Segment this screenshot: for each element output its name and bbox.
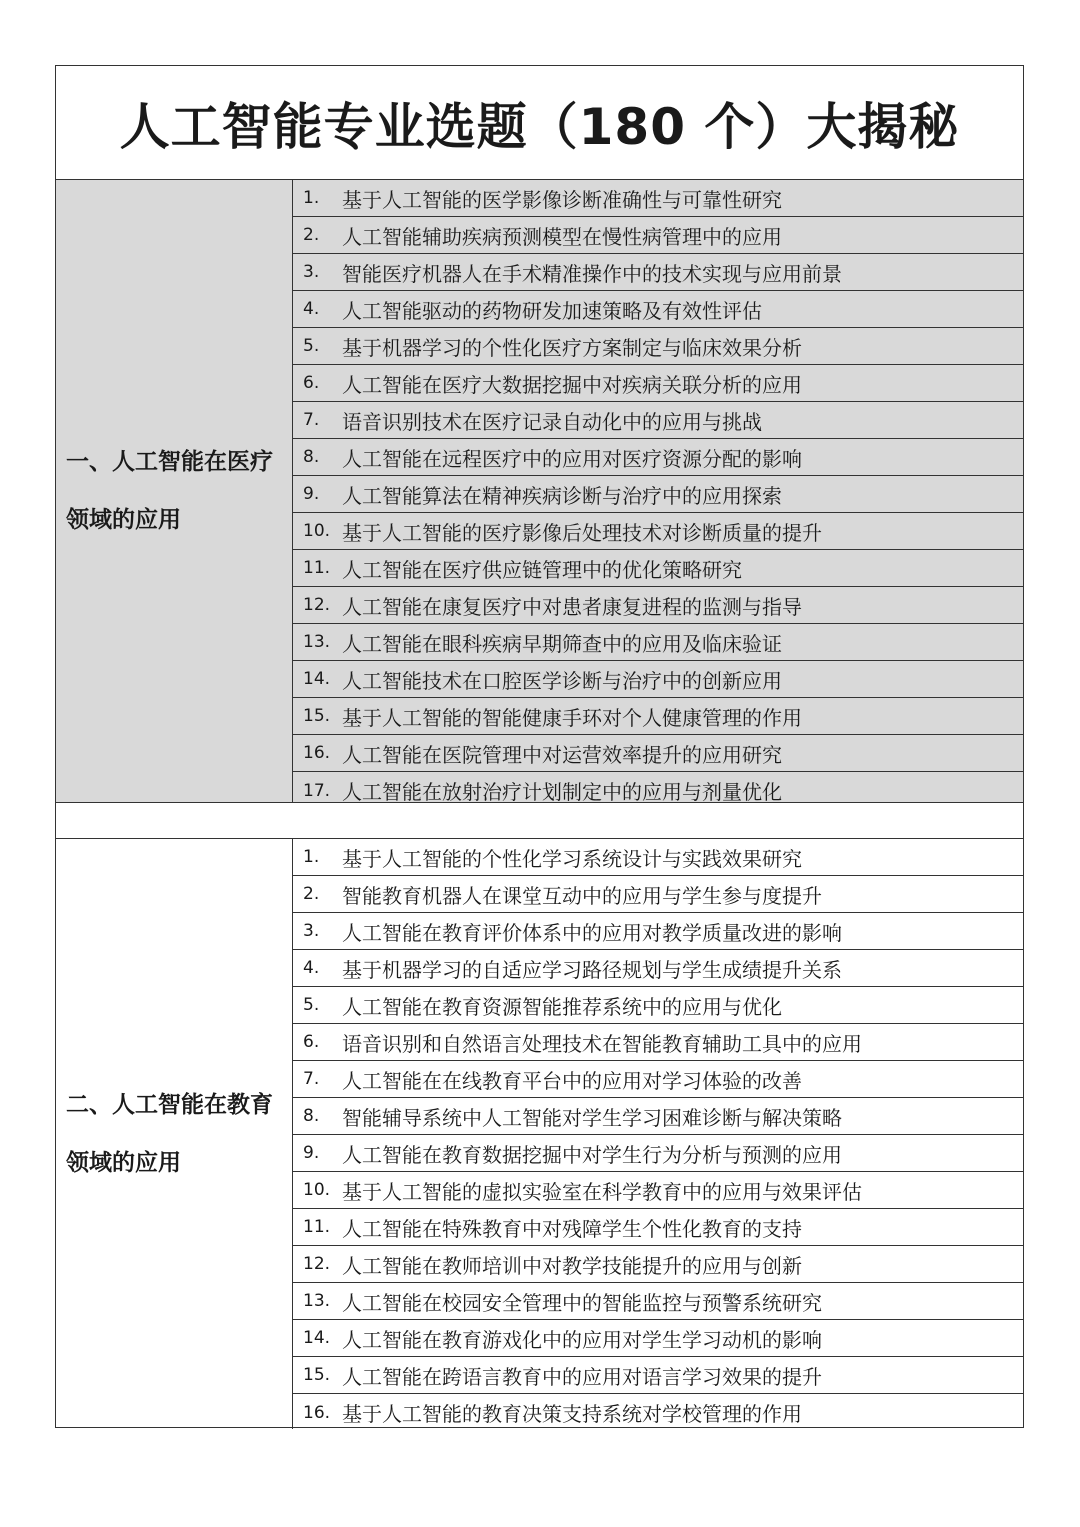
topic-text: 人工智能在教育游戏化中的应用对学生学习动机的影响 [342,1327,822,1352]
topic-row [293,876,1023,913]
topic-text: 人工智能在医院管理中对运营效率提升的应用研究 [342,742,782,767]
topic-number: 7. [303,1069,320,1089]
topic-number: 11. [303,1217,331,1237]
topic-row [293,1357,1023,1394]
topic-row [293,1024,1023,1061]
topic-text: 基于人工智能的教育决策支持系统对学校管理的作用 [342,1402,802,1426]
topic-row [293,913,1023,950]
topic-number: 4. [303,958,320,978]
topic-number: 16. [303,1402,331,1423]
topic-text: 基于人工智能的医疗影像后处理技术对诊断质量的提升 [342,520,822,545]
topic-number: 1. [303,188,320,208]
topic-text: 人工智能在教育资源智能推荐系统中的应用与优化 [342,994,782,1019]
topic-row [293,661,1023,698]
topic-row [293,987,1023,1024]
category-label: 二、人工智能在教育领域的应用 [66,1092,273,1176]
topic-number: 16. [303,743,331,763]
topic-number: 10. [303,521,331,541]
topic-row [293,1098,1023,1135]
topic-text: 基于人工智能的智能健康手环对个人健康管理的作用 [342,705,802,730]
topic-row [293,587,1023,624]
topic-text: 人工智能在放射治疗计划制定中的应用与剂量优化 [342,780,782,804]
topic-number: 14. [303,669,331,689]
topic-row [293,1283,1023,1320]
topic-row [293,180,1023,217]
topic-text: 智能辅导系统中人工智能对学生学习困难诊断与解决策略 [342,1105,842,1130]
topic-text: 人工智能在教育数据挖掘中对学生行为分析与预测的应用 [342,1142,842,1167]
category-cell [56,839,293,1429]
topic-number: 8. [303,447,320,467]
topic-row [293,1061,1023,1098]
topic-number: 6. [303,373,320,393]
topic-table [55,65,1024,1428]
topic-number: 10. [303,1180,331,1200]
topic-number: 14. [303,1328,331,1348]
topic-row [293,328,1023,365]
topic-number: 7. [303,410,320,430]
topic-text: 人工智能在跨语言教育中的应用对语言学习效果的提升 [342,1364,822,1389]
topic-row [293,254,1023,291]
topic-text: 基于机器学习的个性化医疗方案制定与临床效果分析 [342,335,802,360]
topic-number: 6. [303,1032,320,1052]
topic-text: 人工智能算法在精神疾病诊断与治疗中的应用探索 [342,483,782,508]
topic-number: 2. [303,225,320,245]
topic-row [293,1320,1023,1357]
topic-row [293,439,1023,476]
topic-number: 15. [303,706,331,726]
topic-number: 5. [303,995,320,1015]
topic-row [293,291,1023,328]
category-label: 一、人工智能在医疗领域的应用 [66,449,273,533]
topic-row [293,624,1023,661]
topic-row [293,365,1023,402]
topic-text: 人工智能在教育评价体系中的应用对教学质量改进的影响 [342,920,842,945]
topic-number: 9. [303,484,320,504]
topic-text: 基于机器学习的自适应学习路径规划与学生成绩提升关系 [342,957,842,982]
topic-number: 2. [303,884,320,904]
topic-row [293,1394,1023,1431]
topic-text: 智能医疗机器人在手术精准操作中的技术实现与应用前景 [342,261,842,286]
topic-number: 17. [303,780,331,801]
topic-number: 12. [303,1254,331,1274]
topic-text: 人工智能技术在口腔医学诊断与治疗中的创新应用 [342,668,782,693]
topic-text: 人工智能在校园安全管理中的智能监控与预警系统研究 [342,1290,822,1315]
topic-number: 3. [303,921,320,941]
section-education [56,839,1023,1429]
topic-text: 人工智能驱动的药物研发加速策略及有效性评估 [342,298,762,323]
topic-row [293,1246,1023,1283]
topic-text: 人工智能在眼科疾病早期筛查中的应用及临床验证 [342,631,782,656]
section-medical [56,180,1023,802]
topic-number: 8. [303,1106,320,1126]
topic-row [293,1209,1023,1246]
topic-number: 1. [303,847,320,867]
topic-row [293,476,1023,513]
topic-row [293,950,1023,987]
topic-text: 人工智能辅助疾病预测模型在慢性病管理中的应用 [342,224,782,249]
topic-row [293,1135,1023,1172]
topic-text: 人工智能在教师培训中对教学技能提升的应用与创新 [342,1253,802,1278]
topic-row [293,513,1023,550]
topic-text: 人工智能在医疗供应链管理中的优化策略研究 [342,557,742,582]
topic-text: 人工智能在远程医疗中的应用对医疗资源分配的影响 [342,446,802,471]
spacer-row [56,802,1023,839]
topic-number: 9. [303,1143,320,1163]
topic-row [293,839,1023,876]
topic-text: 人工智能在在线教育平台中的应用对学习体验的改善 [342,1068,802,1093]
topic-list [293,180,1023,802]
topic-number: 13. [303,1291,331,1311]
topic-text: 基于人工智能的个性化学习系统设计与实践效果研究 [342,846,802,871]
topic-text: 语音识别和自然语言处理技术在智能教育辅助工具中的应用 [342,1031,862,1056]
category-cell [56,180,293,802]
topic-text: 人工智能在特殊教育中对残障学生个性化教育的支持 [342,1216,802,1241]
topic-number: 12. [303,595,331,615]
topic-number: 11. [303,558,331,578]
topic-text: 基于人工智能的医学影像诊断准确性与可靠性研究 [342,187,782,212]
topic-text: 人工智能在医疗大数据挖掘中对疾病关联分析的应用 [342,372,802,397]
topic-list [293,839,1023,1429]
topic-text: 人工智能在康复医疗中对患者康复进程的监测与指导 [342,594,802,619]
topic-number: 3. [303,262,320,282]
topic-row [293,735,1023,772]
topic-row [293,698,1023,735]
topic-text: 基于人工智能的虚拟实验室在科学教育中的应用与效果评估 [342,1179,862,1204]
topic-number: 13. [303,632,331,652]
topic-row [293,1172,1023,1209]
topic-number: 5. [303,336,320,356]
topic-row [293,550,1023,587]
topic-number: 4. [303,299,320,319]
topic-row [293,217,1023,254]
topic-row [293,402,1023,439]
page-title: 人工智能专业选题（180 个）大揭秘 [56,66,1023,180]
topic-number: 15. [303,1365,331,1385]
topic-text: 语音识别技术在医疗记录自动化中的应用与挑战 [342,409,762,434]
topic-text: 智能教育机器人在课堂互动中的应用与学生参与度提升 [342,883,822,908]
